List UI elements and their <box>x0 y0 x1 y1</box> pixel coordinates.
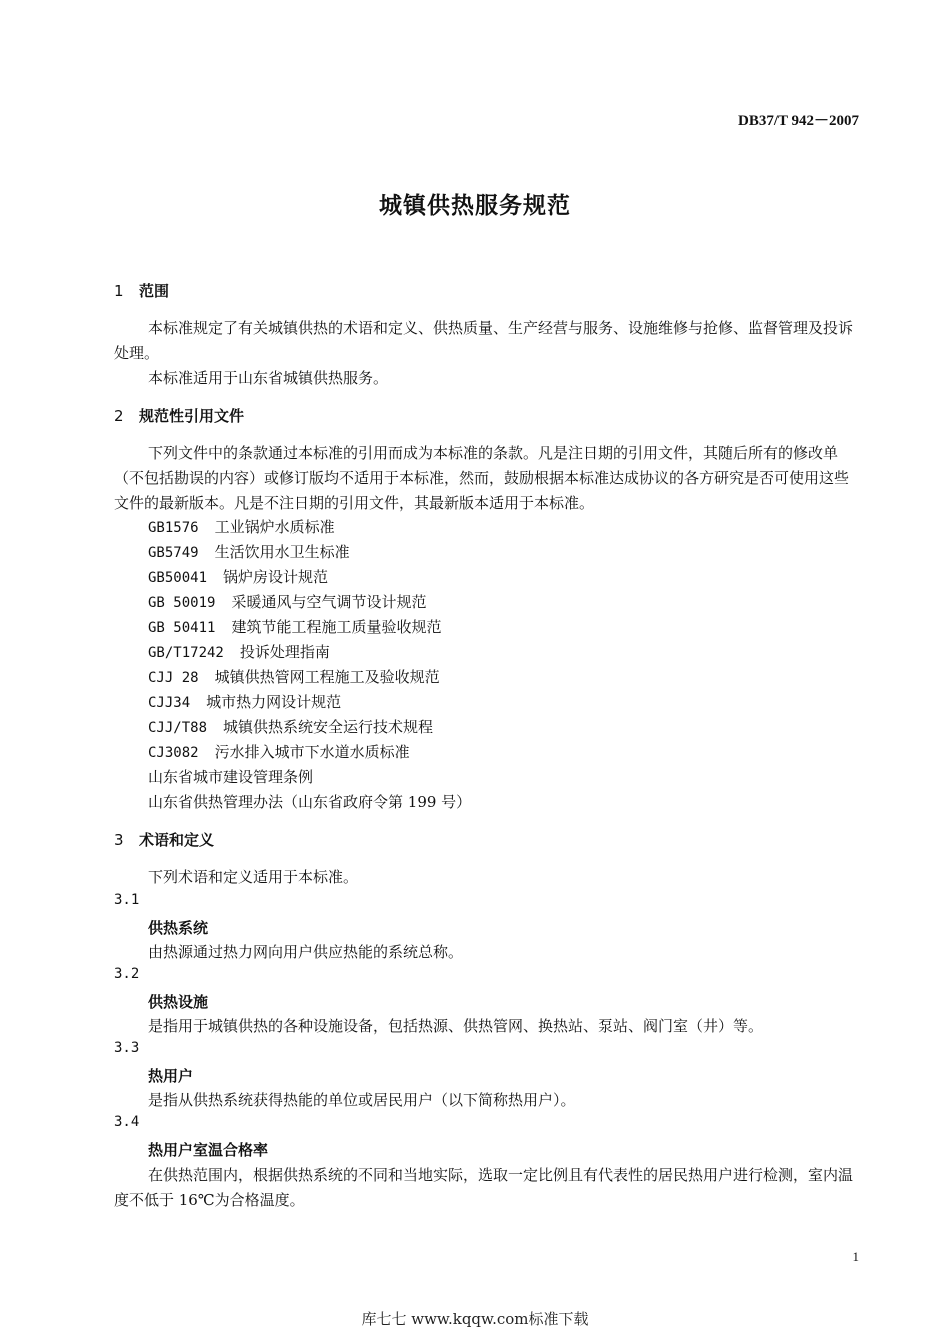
reference-code: GB 50411 <box>148 620 216 636</box>
reference-item <box>148 566 328 587</box>
page-number: 1 <box>852 1249 859 1264</box>
section-1-heading <box>114 280 169 301</box>
section-number: 3 <box>114 831 124 849</box>
reference-title: 投诉处理指南 <box>239 643 330 661</box>
term-number: 3.2 <box>114 966 140 982</box>
reference-item <box>148 716 433 737</box>
reference-item <box>148 616 441 637</box>
reference-title: 污水排入城市下水道水质标准 <box>214 743 410 761</box>
reference-code: CJJ/T88 <box>148 720 208 736</box>
reference-item <box>148 516 335 537</box>
reference-item <box>148 691 341 712</box>
document-code: DB37/T 942－2007 <box>738 113 859 129</box>
paragraph: 本标准规定了有关城镇供热的术语和定义、供热质量、生产经营与服务、设施维修与抢修、监督管理及投诉处理。 <box>114 319 854 362</box>
reference-code: GB 50019 <box>148 595 216 611</box>
term-name: 热用户 <box>148 1067 194 1085</box>
reference-item <box>148 791 471 812</box>
reference-item <box>148 591 426 612</box>
reference-title: 城市热力网设计规范 <box>206 693 342 711</box>
term-definition: 在供热范围内，根据供热系统的不同和当地实际，选取一定比例且有代表性的居民热用户进行检测，室内温度不低于 16℃为合格温度。 <box>114 1166 854 1209</box>
document-title: 城镇供热服务规范 <box>379 193 571 219</box>
paragraph: 下列文件中的条款通过本标准的引用而成为本标准的条款。凡是注日期的引用文件，其随后所有的修改单（不包括勘误的内容）或修订版均不适用于本标准，然而，鼓励根据本标准达成协议的各方研究是否可使用这些文件的最新版本。凡是不注日期的引用文件，其最新版本适用于本标准。 <box>114 444 850 512</box>
reference-title: 城镇供热系统安全运行技术规程 <box>223 718 434 736</box>
section-number: 2 <box>114 407 124 425</box>
section-3-heading <box>114 829 214 850</box>
reference-item <box>148 541 350 562</box>
term-number: 3.1 <box>114 892 140 908</box>
reference-title: 城镇供热管网工程施工及验收规范 <box>214 668 440 686</box>
reference-code: GB1576 <box>148 520 199 536</box>
term-name: 供热设施 <box>148 993 209 1011</box>
term-definition: 由热源通过热力网向用户供应热能的系统总称。 <box>148 943 464 961</box>
term-name: 热用户室温合格率 <box>148 1141 269 1159</box>
term-number: 3.3 <box>114 1040 140 1056</box>
reference-item <box>148 641 330 662</box>
reference-title: 锅炉房设计规范 <box>223 568 329 586</box>
section-number: 1 <box>114 282 124 300</box>
reference-code: CJJ 28 <box>148 670 199 686</box>
term-definition: 是指从供热系统获得热能的单位或居民用户（以下简称热用户）。 <box>148 1091 576 1109</box>
section-title: 规范性引用文件 <box>139 407 245 425</box>
reference-code: GB/T17242 <box>148 645 224 661</box>
paragraph: 下列术语和定义适用于本标准。 <box>148 868 359 886</box>
reference-item <box>148 741 410 762</box>
section-title: 术语和定义 <box>139 831 215 849</box>
term-name: 供热系统 <box>148 919 209 937</box>
reference-title: 生活饮用水卫生标准 <box>214 543 350 561</box>
reference-title: 山东省城市建设管理条例 <box>148 768 314 786</box>
reference-code: CJJ34 <box>148 695 191 711</box>
reference-title: 工业锅炉水质标准 <box>214 518 335 536</box>
paragraph: 本标准适用于山东省城镇供热服务。 <box>148 369 389 387</box>
reference-title: 山东省供热管理办法（山东省政府令第 199 号） <box>148 793 472 811</box>
reference-code: GB50041 <box>148 570 208 586</box>
term-definition: 是指用于城镇供热的各种设施设备，包括热源、供热管网、换热站、泵站、阀门室（井）等。 <box>148 1017 764 1035</box>
section-2-heading <box>114 405 244 426</box>
reference-title: 建筑节能工程施工质量验收规范 <box>231 618 442 636</box>
reference-item <box>148 766 313 787</box>
footer-watermark: 库七七 www.kqqw.com标准下载 <box>361 1310 589 1328</box>
section-title: 范围 <box>139 282 170 300</box>
reference-code: GB5749 <box>148 545 199 561</box>
term-number: 3.4 <box>114 1114 140 1130</box>
reference-title: 采暖通风与空气调节设计规范 <box>231 593 427 611</box>
reference-code: CJ3082 <box>148 745 199 761</box>
reference-item <box>148 666 440 687</box>
